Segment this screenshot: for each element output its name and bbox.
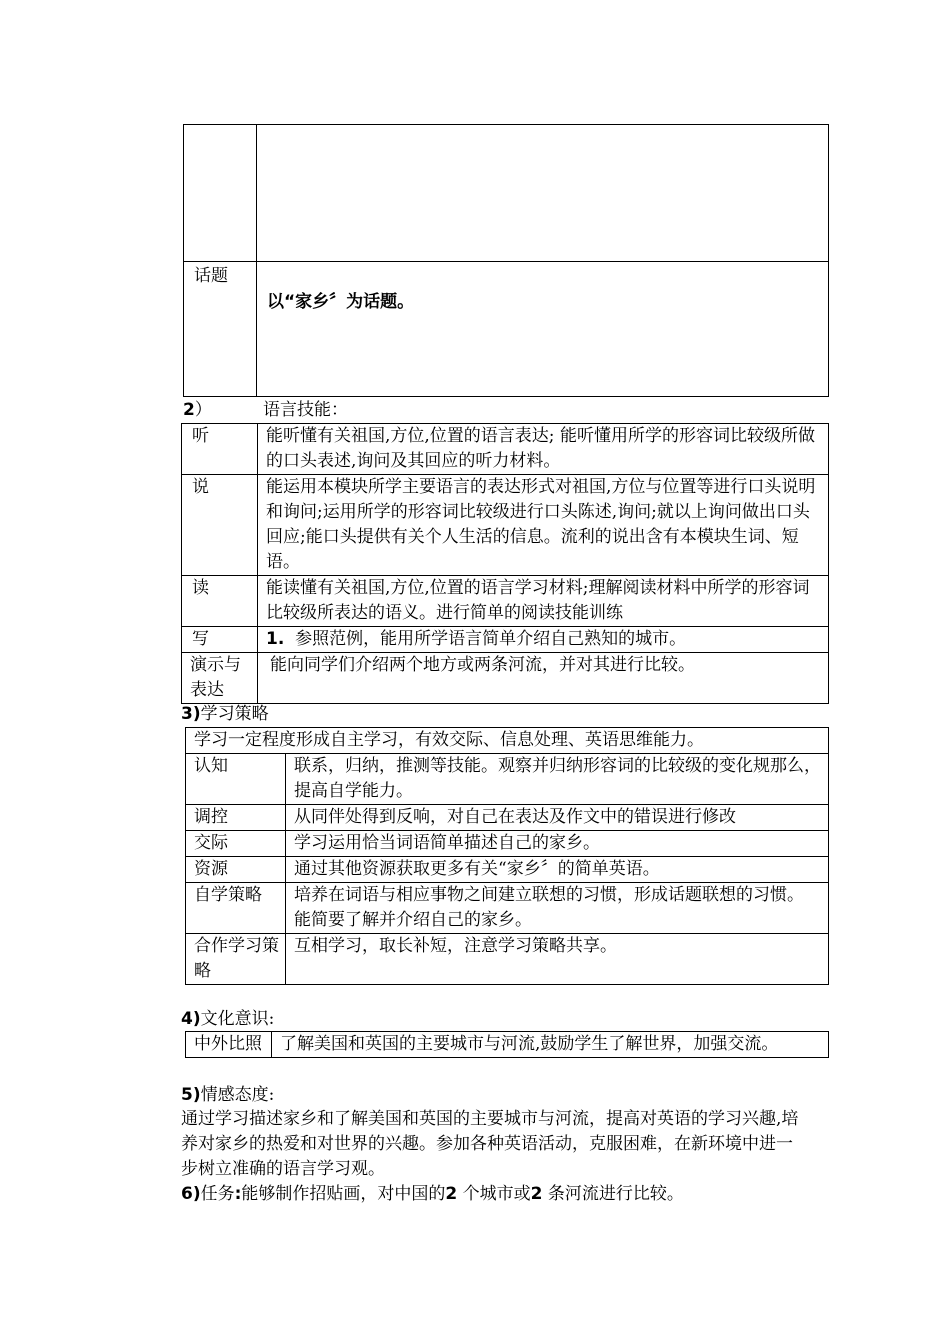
skills-heading	[183, 398, 212, 423]
task-label: 任务	[200, 1184, 235, 1204]
skill-label: 读	[182, 576, 258, 627]
strategy-text: 互相学习，取长补短，注意学习策略共享。	[286, 934, 829, 985]
task-text-2: 个城市或	[457, 1184, 531, 1204]
task-heading-num: 6)	[181, 1184, 201, 1204]
table-row	[182, 424, 829, 475]
task-line	[181, 1182, 684, 1207]
empty-content-cell	[257, 125, 829, 262]
culture-text: 了解美国和英国的主要城市与河流,鼓励学生了解世界，加强交流。	[272, 1032, 829, 1058]
skill-label: 说	[182, 475, 258, 576]
skill-label: 演示与表达	[182, 653, 258, 704]
table-row	[186, 805, 829, 831]
strategy-label: 自学策略	[186, 883, 286, 934]
skills-heading-paren: ）	[194, 400, 212, 420]
strategy-label: 调控	[186, 805, 286, 831]
empty-label-cell	[184, 125, 257, 262]
strategy-heading-num: 3)	[181, 704, 201, 724]
skills-heading-num: 2	[183, 400, 195, 420]
strategy-text-line1: 培养在词语与相应事物之间建立联想的习惯，形成话题联想的习惯。	[294, 885, 804, 905]
table-row	[182, 576, 829, 627]
task-text-3: 条河流进行比较。	[542, 1184, 684, 1204]
topic-table	[183, 124, 829, 397]
strategy-text: 学习运用恰当词语简单描述自己的家乡。	[286, 831, 829, 857]
skill-label: 听	[182, 424, 258, 475]
task-colon: :	[234, 1184, 242, 1204]
skill-text: 能运用本模块所学主要语言的表达形式对祖国,方位与位置等进行口头说明和询问;运用所学的形容词比较级进行口头陈述,询问;就以上询问做出口头回应;能口头提供有关个人生活的信息。流利的说出含有本模块生词、短语。	[258, 475, 829, 576]
skill-text	[258, 627, 829, 653]
table-row	[182, 653, 829, 704]
emotion-heading	[181, 1083, 274, 1108]
strategy-label: 资源	[186, 857, 286, 883]
emotion-paragraph: 通过学习描述家乡和了解美国和英国的主要城市与河流，提高对英语的学习兴趣,培养对家乡的热爱和对世界的兴趣。参加各种英语活动，克服困难，在新环境中进一步树立准确的语言学习观。	[181, 1109, 799, 1179]
table-row	[186, 883, 829, 934]
culture-heading-num: 4)	[181, 1009, 201, 1029]
skills-table	[181, 423, 829, 704]
emotion-heading-label: 情感态度:	[200, 1085, 275, 1105]
write-item-number: 1.	[266, 629, 285, 649]
strategy-heading-label: 学习策略	[200, 704, 269, 724]
strategy-label: 认知	[186, 754, 286, 805]
skill-text: 能向同学们介绍两个地方或两条河流，并对其进行比较。	[258, 653, 829, 704]
emotion-heading-num: 5)	[181, 1085, 201, 1105]
strategy-text: 通过其他资源获取更多有关“家乡〞的简单英语。	[286, 857, 829, 883]
culture-heading-label: 文化意识:	[200, 1009, 275, 1029]
topic-text: 以“家乡〞为话题。	[267, 292, 415, 312]
strategy-label: 交际	[186, 831, 286, 857]
task-number-2: 2	[530, 1184, 543, 1204]
skills-heading-label: 语言技能：	[263, 400, 348, 420]
strategy-text	[286, 883, 829, 934]
strategy-table	[185, 727, 829, 985]
strategy-heading	[181, 702, 269, 727]
table-row	[186, 754, 829, 805]
table-row	[186, 934, 829, 985]
table-row	[182, 475, 829, 576]
strategy-text: 联系，归纳，推测等技能。观察并归纳形容词的比较级的变化规那么，提高自学能力。	[286, 754, 829, 805]
skill-text: 能读懂有关祖国,方位,位置的语言学习材料;理解阅读材料中所学的形容词比较级所表达的语义。进行简单的阅读技能训练	[258, 576, 829, 627]
table-row	[182, 627, 829, 653]
write-item-text: 参照范例，能用所学语言简单介绍自己熟知的城市。	[295, 629, 687, 649]
culture-table	[185, 1031, 829, 1058]
strategy-text: 从同伴处得到反响，对自己在表达及作文中的错误进行修改	[286, 805, 829, 831]
table-row	[186, 857, 829, 883]
skill-label: 写	[182, 627, 258, 653]
task-number-1: 2	[445, 1184, 458, 1204]
topic-value	[257, 262, 829, 397]
culture-label: 中外比照	[186, 1032, 272, 1058]
table-row	[186, 1032, 829, 1058]
table-row	[186, 831, 829, 857]
culture-heading	[181, 1007, 274, 1032]
skill-text: 能听懂有关祖国,方位,位置的语言表达; 能听懂用所学的形容词比较级所做的口头表述,询问及其回应的听力材料。	[258, 424, 829, 475]
strategy-label: 合作学习策略	[186, 934, 286, 985]
strategy-intro: 学习一定程度形成自主学习，有效交际、信息处理、英语思维能力。	[186, 728, 829, 754]
strategy-text-line2: 能简要了解并介绍自己的家乡。	[294, 910, 532, 930]
task-text-1: 能够制作招贴画，对中国的	[241, 1184, 446, 1204]
topic-label: 话题	[184, 262, 257, 397]
table-row	[186, 728, 829, 754]
